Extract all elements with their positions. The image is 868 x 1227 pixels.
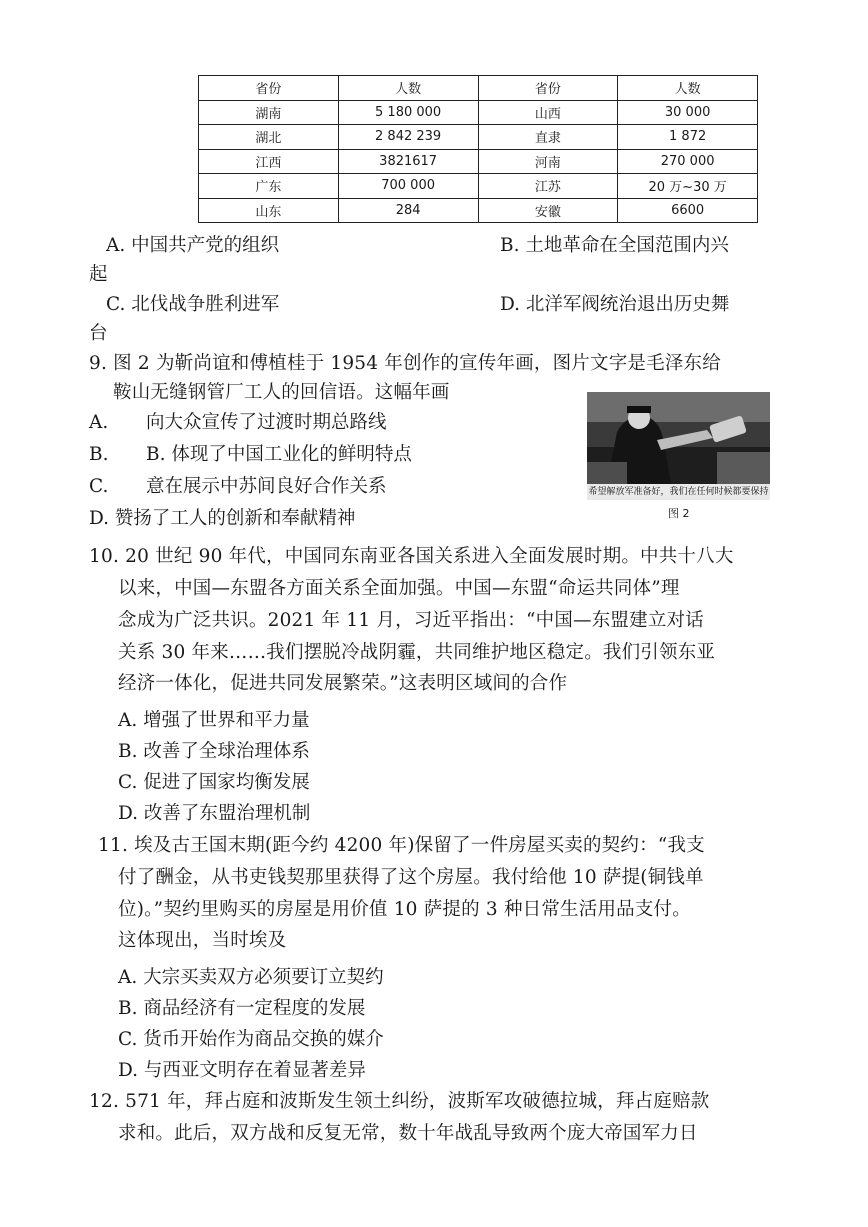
q8-option-d: D. 北洋军阀统治退出历史舞 <box>500 294 730 315</box>
q11-stem-line-4: 这体现出，当时埃及 <box>118 930 287 951</box>
q8-option-c: C. 北伐战争胜利进军 <box>106 294 280 315</box>
table-cell: 湖北 <box>199 125 339 150</box>
table-cell: 2 842 239 <box>338 125 478 150</box>
table-header-cell: 人数 <box>338 76 478 101</box>
figure-2-poster-image <box>587 392 770 500</box>
table-cell: 山西 <box>478 100 618 125</box>
q9-option-c-letter: C. <box>89 476 109 497</box>
table-cell: 广东 <box>199 174 339 199</box>
table-cell: 20 万~30 万 <box>618 174 758 199</box>
q10-option-b: B. 改善了全球治理体系 <box>118 741 310 762</box>
q11-option-c: C. 货币开始作为商品交换的媒介 <box>118 1029 384 1050</box>
table-cell: 湖南 <box>199 100 339 125</box>
q10-stem-line-3: 念成为广泛共识。2021 年 11 月，习近平指出：“中国—东盟建立对话 <box>118 610 704 631</box>
table-cell: 3821617 <box>338 149 478 174</box>
poster-illustration <box>587 392 770 484</box>
q10-stem-line-5: 经济一体化，促进共同发展繁荣。”这表明区域间的合作 <box>118 673 568 694</box>
table-row <box>199 125 758 150</box>
table-cell: 30 000 <box>618 100 758 125</box>
table-cell: 284 <box>338 198 478 223</box>
table-row <box>199 100 758 125</box>
q10-stem-line-2: 以来，中国—东盟各方面关系全面加强。中国—东盟“命运共同体”理 <box>118 578 680 599</box>
q8-option-d-continued: 台 <box>89 323 108 344</box>
q12-stem-line-2: 求和。此后，双方战和反复无常，数十年战乱导致两个庞大帝国军力日 <box>118 1123 698 1144</box>
q11-stem-line-2: 付了酬金，从书吏钱契那里获得了这个房屋。我付给他 10 萨提(铜钱单 <box>118 867 704 888</box>
table-cell: 山东 <box>199 198 339 223</box>
table-cell: 直隶 <box>478 125 618 150</box>
table-header-cell: 省份 <box>199 76 339 101</box>
q8-option-a: A. 中国共产党的组织 <box>106 235 280 256</box>
table-row <box>199 198 758 223</box>
q9-option-a: 向大众宣传了过渡时期总路线 <box>146 412 387 433</box>
q9-option-b: B. 体现了中国工业化的鲜明特点 <box>146 444 412 465</box>
q10-stem-line-4: 关系 30 年来……我们摆脱冷战阴霾，共同维护地区稳定。我们引领东亚 <box>118 642 716 663</box>
table-cell: 5 180 000 <box>338 100 478 125</box>
table-cell: 河南 <box>478 149 618 174</box>
q12-stem-line-1: 12. 571 年，拜占庭和波斯发生领土纠纷，波斯军攻破德拉城，拜占庭赔款 <box>89 1091 710 1112</box>
q9-stem-line-1: 9. 图 2 为靳尚谊和傅植桂于 1954 年创作的宣传年画，图片文字是毛泽东给 <box>89 353 721 374</box>
q11-option-a: A. 大宗买卖双方必须要订立契约 <box>118 967 384 988</box>
table-cell: 江苏 <box>478 174 618 199</box>
table-header-row <box>199 76 758 101</box>
table-row <box>199 149 758 174</box>
table-row <box>199 174 758 199</box>
table-cell: 700 000 <box>338 174 478 199</box>
table-cell: 江西 <box>199 149 339 174</box>
q11-option-d: D. 与西亚文明存在着显著差异 <box>118 1060 366 1081</box>
q10-option-a: A. 增强了世界和平力量 <box>118 710 310 731</box>
q9-option-b-letter: B. <box>89 444 109 465</box>
q11-option-b: B. 商品经济有一定程度的发展 <box>118 998 366 1019</box>
figure-caption: 希望解放军准备好，我们在任何时候都要保持 <box>587 484 770 500</box>
q8-option-b-continued: 起 <box>89 264 108 285</box>
figure-label: 图 2 <box>668 507 690 520</box>
table-cell: 6600 <box>618 198 758 223</box>
q10-stem-line-1: 10. 20 世纪 90 年代，中国同东南亚各国关系进入全面发展时期。中共十八大 <box>89 546 734 567</box>
table-header-cell: 省份 <box>478 76 618 101</box>
q11-stem-line-3: 位)。”契约里购买的房屋是用价值 10 萨提的 3 种日常生活用品支付。 <box>118 899 691 920</box>
q10-option-c: C. 促进了国家均衡发展 <box>118 772 310 793</box>
q9-option-d: D. 赞扬了工人的创新和奉献精神 <box>89 508 356 529</box>
q8-option-b: B. 土地革命在全国范围内兴 <box>500 235 729 256</box>
table-cell: 270 000 <box>618 149 758 174</box>
q9-option-a-letter: A. <box>89 412 109 433</box>
q11-stem-line-1: 11. 埃及古王国末期(距今约 4200 年)保留了一件房屋买卖的契约：“我支 <box>98 835 705 856</box>
q9-option-c: 意在展示中苏间良好合作关系 <box>146 476 387 497</box>
table-cell: 1 872 <box>618 125 758 150</box>
q9-stem-line-2: 鞍山无缝钢管厂工人的回信语。这幅年画 <box>113 382 450 403</box>
table-header-cell: 人数 <box>618 76 758 101</box>
table-cell: 安徽 <box>478 198 618 223</box>
population-table <box>198 75 758 223</box>
q10-option-d: D. 改善了东盟治理机制 <box>118 803 311 824</box>
